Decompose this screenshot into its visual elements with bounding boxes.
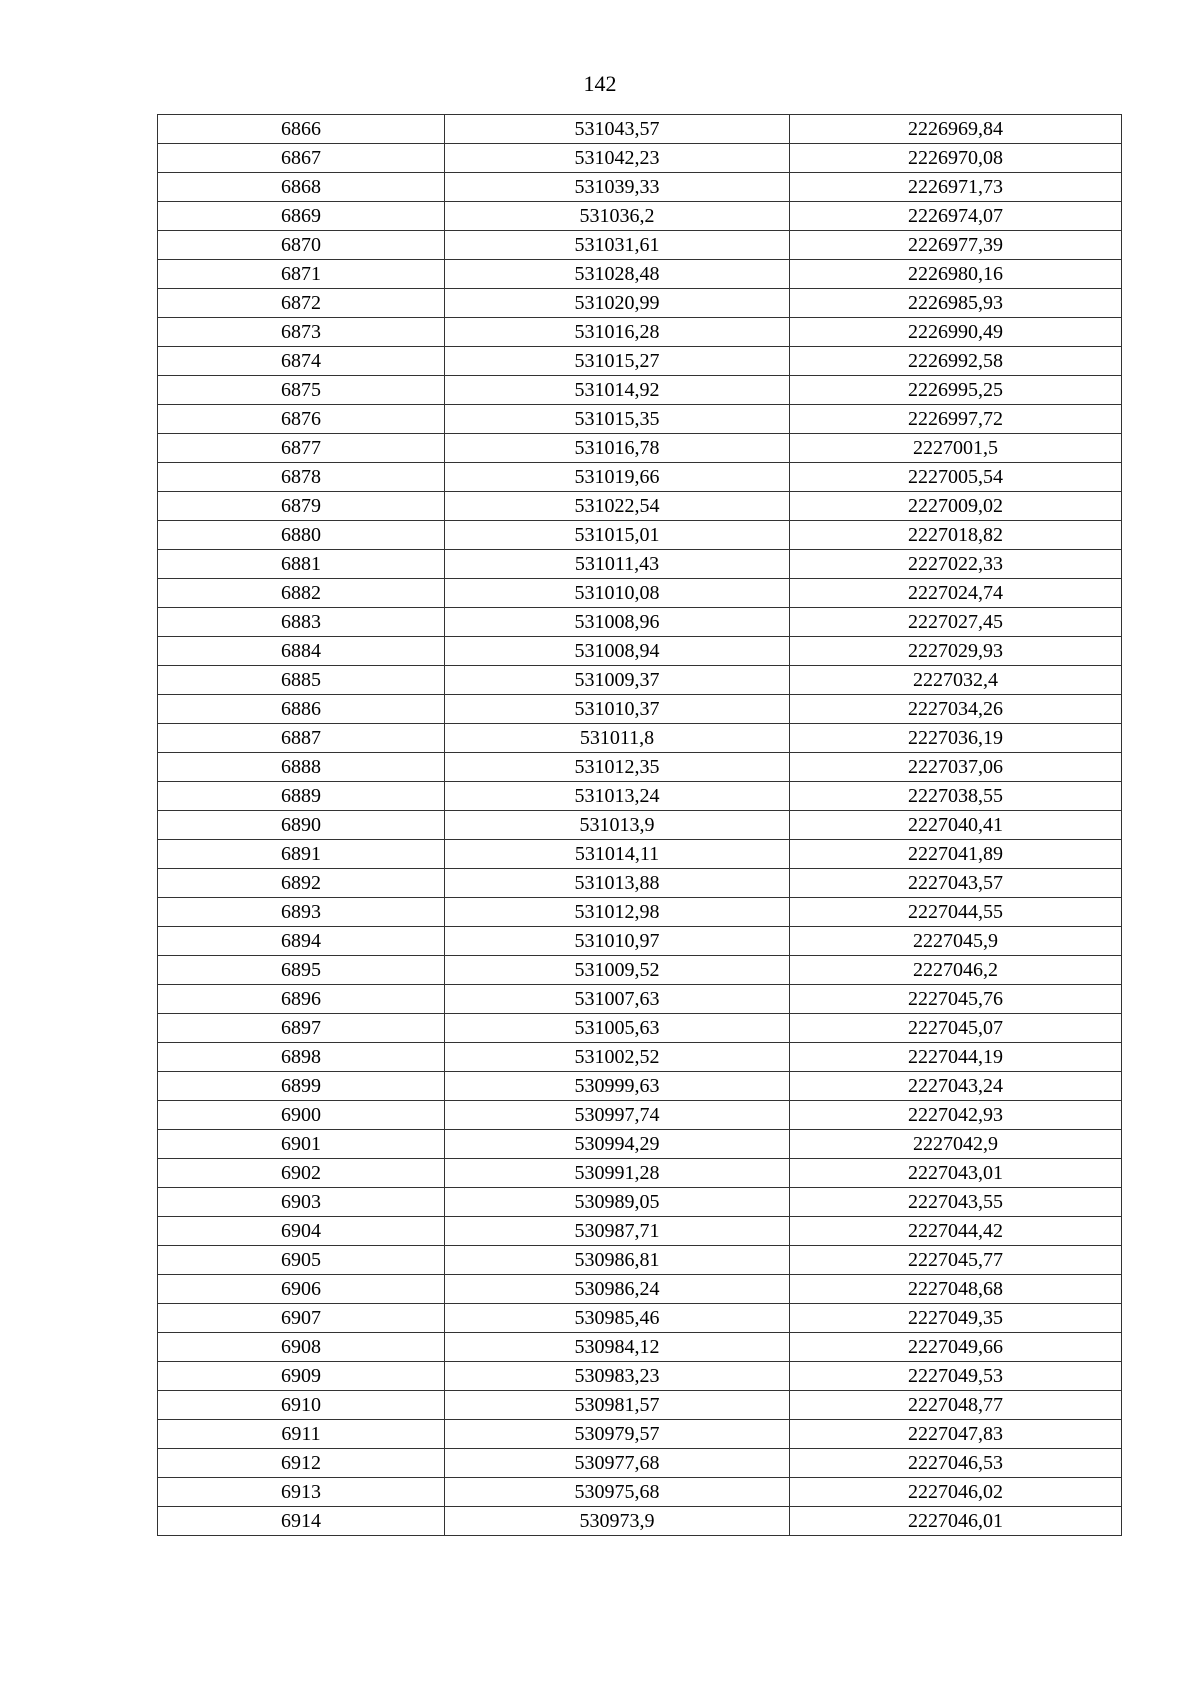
point-number-cell: 6897 xyxy=(158,1014,445,1043)
table-row xyxy=(158,1014,1122,1043)
point-number-cell: 6878 xyxy=(158,463,445,492)
table-row xyxy=(158,695,1122,724)
x-coordinate-cell: 531042,23 xyxy=(445,144,790,173)
y-coordinate-cell: 2227024,74 xyxy=(790,579,1122,608)
point-number-cell: 6883 xyxy=(158,608,445,637)
x-coordinate-cell: 531014,92 xyxy=(445,376,790,405)
table-row xyxy=(158,1362,1122,1391)
x-coordinate-cell: 531010,97 xyxy=(445,927,790,956)
table-row xyxy=(158,1043,1122,1072)
point-number-cell: 6904 xyxy=(158,1217,445,1246)
y-coordinate-cell: 2227018,82 xyxy=(790,521,1122,550)
y-coordinate-cell: 2227029,93 xyxy=(790,637,1122,666)
table-row xyxy=(158,1333,1122,1362)
x-coordinate-cell: 530985,46 xyxy=(445,1304,790,1333)
table-row xyxy=(158,1072,1122,1101)
y-coordinate-cell: 2227032,4 xyxy=(790,666,1122,695)
point-number-cell: 6874 xyxy=(158,347,445,376)
x-coordinate-cell: 530983,23 xyxy=(445,1362,790,1391)
x-coordinate-cell: 531012,35 xyxy=(445,753,790,782)
y-coordinate-cell: 2226995,25 xyxy=(790,376,1122,405)
x-coordinate-cell: 531043,57 xyxy=(445,115,790,144)
x-coordinate-cell: 530979,57 xyxy=(445,1420,790,1449)
y-coordinate-cell: 2226980,16 xyxy=(790,260,1122,289)
point-number-cell: 6884 xyxy=(158,637,445,666)
y-coordinate-cell: 2227005,54 xyxy=(790,463,1122,492)
table-row xyxy=(158,782,1122,811)
table-row xyxy=(158,550,1122,579)
table-row xyxy=(158,1101,1122,1130)
table-row xyxy=(158,608,1122,637)
table-row xyxy=(158,1188,1122,1217)
point-number-cell: 6894 xyxy=(158,927,445,956)
y-coordinate-cell: 2226970,08 xyxy=(790,144,1122,173)
table-row xyxy=(158,1478,1122,1507)
y-coordinate-cell: 2226985,93 xyxy=(790,289,1122,318)
table-row xyxy=(158,231,1122,260)
y-coordinate-cell: 2227042,9 xyxy=(790,1130,1122,1159)
y-coordinate-cell: 2226974,07 xyxy=(790,202,1122,231)
x-coordinate-cell: 530991,28 xyxy=(445,1159,790,1188)
x-coordinate-cell: 530973,9 xyxy=(445,1507,790,1536)
table-row xyxy=(158,492,1122,521)
table-row xyxy=(158,956,1122,985)
table-row xyxy=(158,405,1122,434)
table-row xyxy=(158,666,1122,695)
point-number-cell: 6909 xyxy=(158,1362,445,1391)
table-row xyxy=(158,144,1122,173)
y-coordinate-cell: 2226971,73 xyxy=(790,173,1122,202)
y-coordinate-cell: 2227049,66 xyxy=(790,1333,1122,1362)
x-coordinate-cell: 531015,27 xyxy=(445,347,790,376)
x-coordinate-cell: 530994,29 xyxy=(445,1130,790,1159)
x-coordinate-cell: 531013,9 xyxy=(445,811,790,840)
coordinates-table xyxy=(157,114,1122,1536)
x-coordinate-cell: 530981,57 xyxy=(445,1391,790,1420)
x-coordinate-cell: 530999,63 xyxy=(445,1072,790,1101)
point-number-cell: 6910 xyxy=(158,1391,445,1420)
point-number-cell: 6913 xyxy=(158,1478,445,1507)
x-coordinate-cell: 531008,96 xyxy=(445,608,790,637)
x-coordinate-cell: 530997,74 xyxy=(445,1101,790,1130)
x-coordinate-cell: 531015,01 xyxy=(445,521,790,550)
table-row xyxy=(158,260,1122,289)
y-coordinate-cell: 2227034,26 xyxy=(790,695,1122,724)
point-number-cell: 6880 xyxy=(158,521,445,550)
table-row xyxy=(158,202,1122,231)
x-coordinate-cell: 531016,28 xyxy=(445,318,790,347)
table-row xyxy=(158,463,1122,492)
table-row xyxy=(158,521,1122,550)
point-number-cell: 6867 xyxy=(158,144,445,173)
point-number-cell: 6866 xyxy=(158,115,445,144)
table-row xyxy=(158,840,1122,869)
y-coordinate-cell: 2226992,58 xyxy=(790,347,1122,376)
page-number: 142 xyxy=(583,71,617,96)
x-coordinate-cell: 531011,43 xyxy=(445,550,790,579)
y-coordinate-cell: 2227044,19 xyxy=(790,1043,1122,1072)
point-number-cell: 6888 xyxy=(158,753,445,782)
y-coordinate-cell: 2227048,77 xyxy=(790,1391,1122,1420)
y-coordinate-cell: 2226990,49 xyxy=(790,318,1122,347)
x-coordinate-cell: 531013,24 xyxy=(445,782,790,811)
y-coordinate-cell: 2227046,53 xyxy=(790,1449,1122,1478)
y-coordinate-cell: 2227044,42 xyxy=(790,1217,1122,1246)
x-coordinate-cell: 531009,37 xyxy=(445,666,790,695)
y-coordinate-cell: 2227043,24 xyxy=(790,1072,1122,1101)
x-coordinate-cell: 531010,08 xyxy=(445,579,790,608)
x-coordinate-cell: 531019,66 xyxy=(445,463,790,492)
y-coordinate-cell: 2227048,68 xyxy=(790,1275,1122,1304)
point-number-cell: 6890 xyxy=(158,811,445,840)
y-coordinate-cell: 2227044,55 xyxy=(790,898,1122,927)
x-coordinate-cell: 530989,05 xyxy=(445,1188,790,1217)
point-number-cell: 6908 xyxy=(158,1333,445,1362)
point-number-cell: 6886 xyxy=(158,695,445,724)
y-coordinate-cell: 2227009,02 xyxy=(790,492,1122,521)
y-coordinate-cell: 2227038,55 xyxy=(790,782,1122,811)
table-row xyxy=(158,985,1122,1014)
y-coordinate-cell: 2226997,72 xyxy=(790,405,1122,434)
point-number-cell: 6899 xyxy=(158,1072,445,1101)
point-number-cell: 6882 xyxy=(158,579,445,608)
y-coordinate-cell: 2227046,02 xyxy=(790,1478,1122,1507)
x-coordinate-cell: 531012,98 xyxy=(445,898,790,927)
y-coordinate-cell: 2227027,45 xyxy=(790,608,1122,637)
y-coordinate-cell: 2227036,19 xyxy=(790,724,1122,753)
y-coordinate-cell: 2227043,55 xyxy=(790,1188,1122,1217)
table-row xyxy=(158,753,1122,782)
coordinates-table-body xyxy=(158,115,1122,1536)
y-coordinate-cell: 2227046,01 xyxy=(790,1507,1122,1536)
x-coordinate-cell: 531013,88 xyxy=(445,869,790,898)
y-coordinate-cell: 2227040,41 xyxy=(790,811,1122,840)
y-coordinate-cell: 2226977,39 xyxy=(790,231,1122,260)
x-coordinate-cell: 530986,24 xyxy=(445,1275,790,1304)
table-row xyxy=(158,869,1122,898)
x-coordinate-cell: 530986,81 xyxy=(445,1246,790,1275)
table-row xyxy=(158,1420,1122,1449)
table-row xyxy=(158,1304,1122,1333)
x-coordinate-cell: 531015,35 xyxy=(445,405,790,434)
point-number-cell: 6873 xyxy=(158,318,445,347)
table-row xyxy=(158,1130,1122,1159)
point-number-cell: 6887 xyxy=(158,724,445,753)
x-coordinate-cell: 531020,99 xyxy=(445,289,790,318)
x-coordinate-cell: 531022,54 xyxy=(445,492,790,521)
table-row xyxy=(158,1159,1122,1188)
point-number-cell: 6902 xyxy=(158,1159,445,1188)
y-coordinate-cell: 2227041,89 xyxy=(790,840,1122,869)
point-number-cell: 6900 xyxy=(158,1101,445,1130)
point-number-cell: 6891 xyxy=(158,840,445,869)
x-coordinate-cell: 530975,68 xyxy=(445,1478,790,1507)
table-row xyxy=(158,289,1122,318)
x-coordinate-cell: 530987,71 xyxy=(445,1217,790,1246)
x-coordinate-cell: 531005,63 xyxy=(445,1014,790,1043)
x-coordinate-cell: 530977,68 xyxy=(445,1449,790,1478)
point-number-cell: 6893 xyxy=(158,898,445,927)
table-row xyxy=(158,1391,1122,1420)
x-coordinate-cell: 531014,11 xyxy=(445,840,790,869)
point-number-cell: 6892 xyxy=(158,869,445,898)
table-row xyxy=(158,1507,1122,1536)
table-row xyxy=(158,1275,1122,1304)
y-coordinate-cell: 2227047,83 xyxy=(790,1420,1122,1449)
point-number-cell: 6907 xyxy=(158,1304,445,1333)
point-number-cell: 6879 xyxy=(158,492,445,521)
x-coordinate-cell: 531010,37 xyxy=(445,695,790,724)
point-number-cell: 6898 xyxy=(158,1043,445,1072)
x-coordinate-cell: 531039,33 xyxy=(445,173,790,202)
y-coordinate-cell: 2227045,07 xyxy=(790,1014,1122,1043)
y-coordinate-cell: 2227046,2 xyxy=(790,956,1122,985)
table-row xyxy=(158,579,1122,608)
y-coordinate-cell: 2226969,84 xyxy=(790,115,1122,144)
x-coordinate-cell: 531028,48 xyxy=(445,260,790,289)
table-row xyxy=(158,434,1122,463)
point-number-cell: 6870 xyxy=(158,231,445,260)
y-coordinate-cell: 2227042,93 xyxy=(790,1101,1122,1130)
y-coordinate-cell: 2227045,77 xyxy=(790,1246,1122,1275)
point-number-cell: 6903 xyxy=(158,1188,445,1217)
x-coordinate-cell: 530984,12 xyxy=(445,1333,790,1362)
table-row xyxy=(158,115,1122,144)
table-row xyxy=(158,927,1122,956)
table-row xyxy=(158,811,1122,840)
table-row xyxy=(158,898,1122,927)
point-number-cell: 6881 xyxy=(158,550,445,579)
y-coordinate-cell: 2227037,06 xyxy=(790,753,1122,782)
table-row xyxy=(158,724,1122,753)
x-coordinate-cell: 531009,52 xyxy=(445,956,790,985)
x-coordinate-cell: 531036,2 xyxy=(445,202,790,231)
point-number-cell: 6869 xyxy=(158,202,445,231)
y-coordinate-cell: 2227043,01 xyxy=(790,1159,1122,1188)
y-coordinate-cell: 2227043,57 xyxy=(790,869,1122,898)
point-number-cell: 6911 xyxy=(158,1420,445,1449)
x-coordinate-cell: 531002,52 xyxy=(445,1043,790,1072)
table-row xyxy=(158,347,1122,376)
x-coordinate-cell: 531008,94 xyxy=(445,637,790,666)
table-row xyxy=(158,1217,1122,1246)
table-row xyxy=(158,318,1122,347)
y-coordinate-cell: 2227049,53 xyxy=(790,1362,1122,1391)
point-number-cell: 6871 xyxy=(158,260,445,289)
x-coordinate-cell: 531031,61 xyxy=(445,231,790,260)
point-number-cell: 6896 xyxy=(158,985,445,1014)
y-coordinate-cell: 2227022,33 xyxy=(790,550,1122,579)
table-row xyxy=(158,637,1122,666)
point-number-cell: 6875 xyxy=(158,376,445,405)
y-coordinate-cell: 2227049,35 xyxy=(790,1304,1122,1333)
point-number-cell: 6889 xyxy=(158,782,445,811)
point-number-cell: 6912 xyxy=(158,1449,445,1478)
point-number-cell: 6905 xyxy=(158,1246,445,1275)
table-row xyxy=(158,173,1122,202)
point-number-cell: 6868 xyxy=(158,173,445,202)
point-number-cell: 6901 xyxy=(158,1130,445,1159)
y-coordinate-cell: 2227045,76 xyxy=(790,985,1122,1014)
table-row xyxy=(158,376,1122,405)
x-coordinate-cell: 531007,63 xyxy=(445,985,790,1014)
point-number-cell: 6877 xyxy=(158,434,445,463)
point-number-cell: 6914 xyxy=(158,1507,445,1536)
point-number-cell: 6876 xyxy=(158,405,445,434)
y-coordinate-cell: 2227045,9 xyxy=(790,927,1122,956)
point-number-cell: 6885 xyxy=(158,666,445,695)
table-row xyxy=(158,1246,1122,1275)
point-number-cell: 6895 xyxy=(158,956,445,985)
point-number-cell: 6906 xyxy=(158,1275,445,1304)
y-coordinate-cell: 2227001,5 xyxy=(790,434,1122,463)
point-number-cell: 6872 xyxy=(158,289,445,318)
table-row xyxy=(158,1449,1122,1478)
x-coordinate-cell: 531011,8 xyxy=(445,724,790,753)
x-coordinate-cell: 531016,78 xyxy=(445,434,790,463)
